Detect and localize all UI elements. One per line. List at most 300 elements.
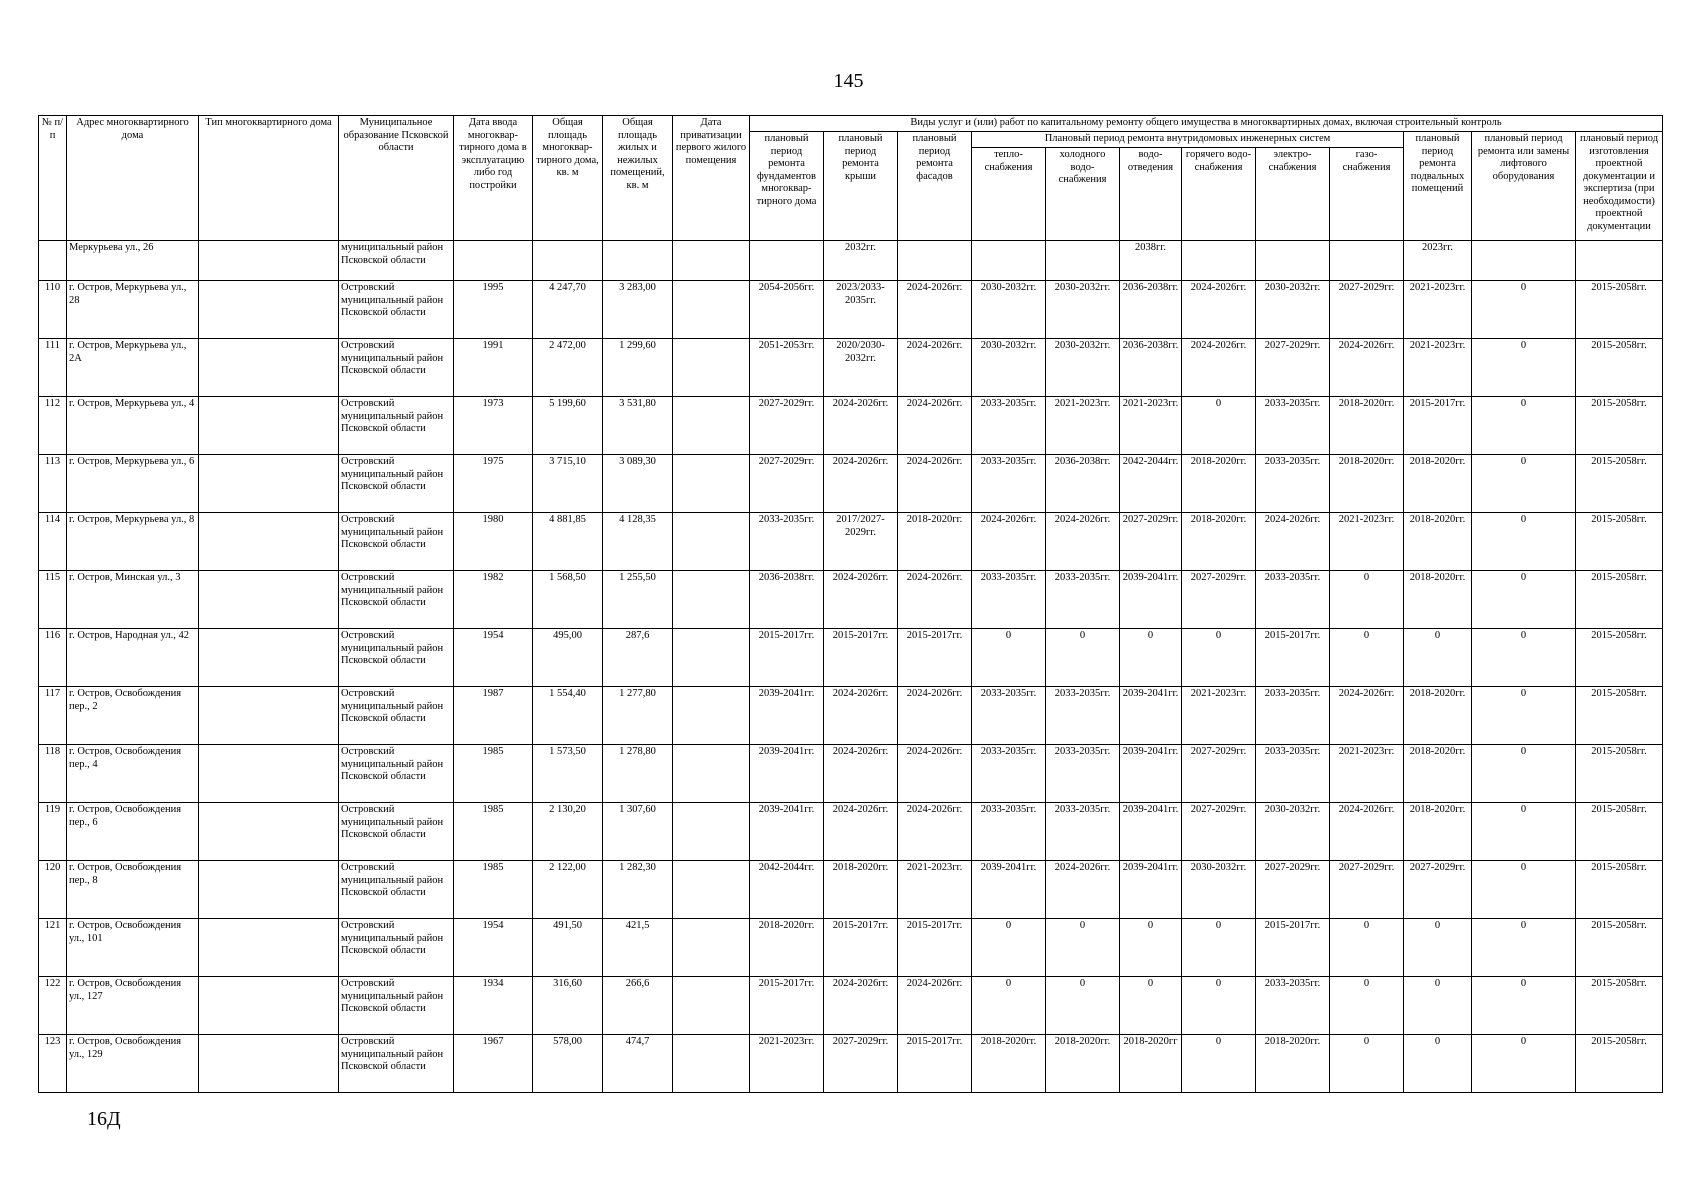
cell-total-area: 5 199,60 [533,397,603,455]
cell-roof: 2023/2033-2035гг. [824,281,898,339]
cell-type [199,977,339,1035]
cell-municipality: Островский муниципальный район Псковской области [339,455,454,513]
cell-num: 116 [39,629,67,687]
cell-heat: 2024-2026гг. [972,513,1046,571]
cell-type [199,803,339,861]
cell-total-area: 1 573,50 [533,745,603,803]
cell-elevator [1472,241,1576,281]
cell-privatization [673,1035,750,1093]
cell-hot-water: 0 [1182,397,1256,455]
cell-year [454,241,533,281]
cell-basement: 2021-2023гг. [1404,281,1472,339]
header-works-group: Виды услуг и (или) работ по капитальному ремонту общего имущества в многоквартирных домах, включая строительный контроль [750,116,1663,132]
cell-heat: 2033-2035гг. [972,571,1046,629]
cell-num [39,241,67,281]
cell-heat: 2033-2035гг. [972,687,1046,745]
table-row [39,339,1663,397]
cell-hot-water: 2018-2020гг. [1182,513,1256,571]
cell-year: 1954 [454,629,533,687]
cell-total-area: 2 472,00 [533,339,603,397]
cell-roof: 2024-2026гг. [824,803,898,861]
cell-num: 121 [39,919,67,977]
cell-municipality: Островский муниципальный район Псковской области [339,513,454,571]
cell-municipality: Островский муниципальный район Псковской области [339,629,454,687]
cell-drainage: 2042-2044гг. [1120,455,1182,513]
cell-foundation: 2018-2020гг. [750,919,824,977]
page-number: 145 [833,70,864,92]
cell-drainage: 0 [1120,919,1182,977]
cell-total-area: 3 715,10 [533,455,603,513]
cell-gas: 2024-2026гг. [1330,803,1404,861]
cell-type [199,513,339,571]
cell-privatization [673,571,750,629]
cell-living-area: 3 089,30 [603,455,673,513]
cell-cold-water: 2033-2035гг. [1046,803,1120,861]
cell-drainage: 2039-2041гг. [1120,803,1182,861]
cell-address: г. Остров, Освобождения пер., 2 [67,687,199,745]
cell-roof: 2017/2027-2029гг. [824,513,898,571]
cell-type [199,1035,339,1093]
cell-facade: 2024-2026гг. [898,281,972,339]
cell-privatization [673,513,750,571]
cell-address: г. Остров, Меркурьева ул., 6 [67,455,199,513]
cell-num: 114 [39,513,67,571]
cell-total-area: 4 881,85 [533,513,603,571]
cell-electricity: 2033-2035гг. [1256,397,1330,455]
cell-cold-water: 0 [1046,919,1120,977]
cell-privatization [673,629,750,687]
header-electricity: электро-снабжения [1256,148,1330,241]
cell-heat: 0 [972,629,1046,687]
cell-cold-water: 0 [1046,977,1120,1035]
cell-facade [898,241,972,281]
cell-municipality: Островский муниципальный район Псковской области [339,977,454,1035]
table-row [39,745,1663,803]
cell-address: г. Остров, Меркурьева ул., 4 [67,397,199,455]
cell-facade: 2024-2026гг. [898,397,972,455]
cell-basement: 2018-2020гг. [1404,687,1472,745]
cell-basement: 0 [1404,1035,1472,1093]
cell-heat: 2033-2035гг. [972,397,1046,455]
cell-basement: 0 [1404,629,1472,687]
cell-hot-water: 2024-2026гг. [1182,281,1256,339]
cell-electricity: 2024-2026гг. [1256,513,1330,571]
cell-address: г. Остров, Меркурьева ул., 28 [67,281,199,339]
cell-num: 111 [39,339,67,397]
cell-living-area: 1 278,80 [603,745,673,803]
cell-facade: 2024-2026гг. [898,339,972,397]
cell-elevator: 0 [1472,1035,1576,1093]
cell-hot-water: 2018-2020гг. [1182,455,1256,513]
cell-basement: 2018-2020гг. [1404,455,1472,513]
header-living-area: Общая площадь жилых и нежилых помещений, кв. м [603,116,673,241]
cell-total-area [533,241,603,281]
cell-electricity: 2033-2035гг. [1256,745,1330,803]
cell-year: 1967 [454,1035,533,1093]
cell-num: 110 [39,281,67,339]
cell-basement: 0 [1404,919,1472,977]
cell-type [199,397,339,455]
cell-drainage: 2018-2020гг [1120,1035,1182,1093]
cell-hot-water: 2027-2029гг. [1182,803,1256,861]
cell-address: г. Остров, Меркурьева ул., 8 [67,513,199,571]
cell-year: 1995 [454,281,533,339]
cell-basement: 2015-2017гг. [1404,397,1472,455]
cell-roof: 2027-2029гг. [824,1035,898,1093]
cell-address: г. Остров, Освобождения ул., 127 [67,977,199,1035]
cell-year: 1973 [454,397,533,455]
cell-gas: 0 [1330,977,1404,1035]
table-row [39,397,1663,455]
cell-drainage: 2021-2023гг. [1120,397,1182,455]
cell-type [199,281,339,339]
cell-type [199,571,339,629]
cell-living-area: 1 255,50 [603,571,673,629]
cell-living-area: 3 283,00 [603,281,673,339]
cell-electricity: 2018-2020гг. [1256,1035,1330,1093]
cell-living-area: 1 307,60 [603,803,673,861]
cell-roof: 2020/2030-2032гг. [824,339,898,397]
cell-total-area: 2 130,20 [533,803,603,861]
cell-facade: 2024-2026гг. [898,455,972,513]
cell-elevator: 0 [1472,455,1576,513]
cell-address: г. Остров, Меркурьева ул., 2А [67,339,199,397]
cell-cold-water: 2033-2035гг. [1046,687,1120,745]
header-roof: плановый период ремонта крыши [824,132,898,241]
header-cold-water: холодного водо-снабжения [1046,148,1120,241]
cell-municipality: Островский муниципальный район Псковской области [339,861,454,919]
cell-design-docs: 2015-2058гг. [1576,339,1663,397]
cell-design-docs: 2015-2058гг. [1576,629,1663,687]
cell-design-docs: 2015-2058гг. [1576,861,1663,919]
cell-total-area: 4 247,70 [533,281,603,339]
cell-foundation: 2042-2044гг. [750,861,824,919]
cell-design-docs: 2015-2058гг. [1576,281,1663,339]
cell-elevator: 0 [1472,339,1576,397]
cell-roof: 2024-2026гг. [824,571,898,629]
cell-gas: 0 [1330,1035,1404,1093]
cell-address: г. Остров, Народная ул., 42 [67,629,199,687]
cell-living-area: 421,5 [603,919,673,977]
cell-privatization [673,241,750,281]
cell-year: 1985 [454,861,533,919]
cell-living-area: 1 282,30 [603,861,673,919]
cell-type [199,745,339,803]
header-row-1 [39,116,1663,132]
cell-privatization [673,397,750,455]
cell-facade: 2024-2026гг. [898,977,972,1035]
cell-electricity [1256,241,1330,281]
cell-basement: 2018-2020гг. [1404,513,1472,571]
cell-foundation: 2051-2053гг. [750,339,824,397]
cell-hot-water: 2027-2029гг. [1182,745,1256,803]
cell-basement: 2018-2020гг. [1404,803,1472,861]
cell-facade: 2024-2026гг. [898,745,972,803]
cell-elevator: 0 [1472,571,1576,629]
cell-heat: 0 [972,977,1046,1035]
header-type: Тип многоквартирного дома [199,116,339,241]
cell-facade: 2018-2020гг. [898,513,972,571]
cell-municipality: Островский муниципальный район Псковской области [339,571,454,629]
table-row [39,861,1663,919]
cell-foundation: 2015-2017гг. [750,629,824,687]
cell-cold-water: 2033-2035гг. [1046,571,1120,629]
cell-total-area: 1 568,50 [533,571,603,629]
cell-privatization [673,339,750,397]
cell-privatization [673,455,750,513]
cell-elevator: 0 [1472,745,1576,803]
cell-facade: 2024-2026гг. [898,571,972,629]
cell-elevator: 0 [1472,281,1576,339]
cell-elevator: 0 [1472,629,1576,687]
cell-roof: 2024-2026гг. [824,455,898,513]
cell-heat: 2018-2020гг. [972,1035,1046,1093]
cell-foundation: 2054-2056гг. [750,281,824,339]
cell-address: г. Остров, Минская ул., 3 [67,571,199,629]
table-row [39,1035,1663,1093]
cell-electricity: 2033-2035гг. [1256,687,1330,745]
footer-code: 16Д [87,1108,121,1130]
cell-roof: 2024-2026гг. [824,977,898,1035]
cell-elevator: 0 [1472,919,1576,977]
cell-year: 1975 [454,455,533,513]
header-privatization-date: Дата приватизации первого жилого помещения [673,116,750,241]
header-basement: плановый период ремонта подвальных помещений [1404,132,1472,241]
cell-drainage: 2036-2038гг. [1120,339,1182,397]
cell-electricity: 2030-2032гг. [1256,803,1330,861]
cell-num: 117 [39,687,67,745]
cell-cold-water: 2030-2032гг. [1046,339,1120,397]
cell-num: 115 [39,571,67,629]
cell-municipality: Островский муниципальный район Псковской области [339,745,454,803]
cell-electricity: 2015-2017гг. [1256,629,1330,687]
cell-privatization [673,861,750,919]
cell-drainage: 2039-2041гг. [1120,687,1182,745]
cell-foundation: 2033-2035гг. [750,513,824,571]
cell-address: Меркурьева ул., 26 [67,241,199,281]
cell-cold-water: 2021-2023гг. [1046,397,1120,455]
cell-gas: 2018-2020гг. [1330,455,1404,513]
cell-roof: 2024-2026гг. [824,397,898,455]
cell-municipality: Островский муниципальный район Псковской области [339,919,454,977]
cell-foundation: 2039-2041гг. [750,745,824,803]
cell-gas: 2027-2029гг. [1330,281,1404,339]
cell-roof: 2015-2017гг. [824,919,898,977]
cell-roof: 2024-2026гг. [824,745,898,803]
cell-foundation [750,241,824,281]
cell-cold-water: 2024-2026гг. [1046,861,1120,919]
cell-hot-water: 2024-2026гг. [1182,339,1256,397]
cell-year: 1982 [454,571,533,629]
cell-drainage: 2039-2041гг. [1120,745,1182,803]
cell-electricity: 2015-2017гг. [1256,919,1330,977]
cell-gas: 0 [1330,629,1404,687]
cell-year: 1987 [454,687,533,745]
cell-total-area: 316,60 [533,977,603,1035]
table-row [39,513,1663,571]
header-design-docs: плановый период изготовления проектной документации и экспертиза (при необходимости) проектной документации [1576,132,1663,241]
cell-hot-water: 0 [1182,977,1256,1035]
cell-roof: 2032гг. [824,241,898,281]
table-row [39,919,1663,977]
cell-design-docs: 2015-2058гг. [1576,513,1663,571]
cell-living-area: 1 299,60 [603,339,673,397]
cell-facade: 2021-2023гг. [898,861,972,919]
cell-design-docs: 2015-2058гг. [1576,803,1663,861]
cell-hot-water: 0 [1182,629,1256,687]
cell-living-area: 474,7 [603,1035,673,1093]
cell-year: 1934 [454,977,533,1035]
cell-cold-water [1046,241,1120,281]
cell-drainage: 2039-2041гг. [1120,571,1182,629]
table-row [39,629,1663,687]
cell-design-docs: 2015-2058гг. [1576,1035,1663,1093]
cell-hot-water: 0 [1182,1035,1256,1093]
cell-design-docs: 2015-2058гг. [1576,397,1663,455]
cell-type [199,241,339,281]
cell-heat: 2039-2041гг. [972,861,1046,919]
cell-privatization [673,281,750,339]
cell-heat: 0 [972,919,1046,977]
header-date-entry: Дата ввода многоквар-тирного дома в эксплуатацию либо год постройки [454,116,533,241]
cell-type [199,339,339,397]
cell-year: 1954 [454,919,533,977]
cell-heat: 2033-2035гг. [972,455,1046,513]
header-facade: плановый период ремонта фасадов [898,132,972,241]
cell-type [199,629,339,687]
cell-design-docs: 2015-2058гг. [1576,455,1663,513]
cell-facade: 2015-2017гг. [898,629,972,687]
cell-heat: 2030-2032гг. [972,281,1046,339]
header-drainage: водо-отведения [1120,148,1182,241]
header-num: № п/п [39,116,67,241]
cell-foundation: 2039-2041гг. [750,803,824,861]
header-municipality: Муниципальное образование Псковской области [339,116,454,241]
cell-total-area: 578,00 [533,1035,603,1093]
cell-basement: 0 [1404,977,1472,1035]
cell-basement: 2021-2023гг. [1404,339,1472,397]
cell-total-area: 495,00 [533,629,603,687]
cell-drainage: 2036-2038гг. [1120,281,1182,339]
cell-year: 1985 [454,803,533,861]
cell-municipality: Островский муниципальный район Псковской области [339,803,454,861]
cell-type [199,687,339,745]
cell-municipality: Островский муниципальный район Псковской области [339,1035,454,1093]
cell-living-area: 266,6 [603,977,673,1035]
cell-type [199,861,339,919]
cell-privatization [673,803,750,861]
cell-cold-water: 2024-2026гг. [1046,513,1120,571]
cell-address: г. Остров, Освобождения ул., 101 [67,919,199,977]
cell-electricity: 2033-2035гг. [1256,455,1330,513]
cell-type [199,455,339,513]
cell-facade: 2024-2026гг. [898,687,972,745]
header-foundation: плановый период ремонта фундаментов многоквар-тирного дома [750,132,824,241]
cell-design-docs: 2015-2058гг. [1576,571,1663,629]
cell-drainage: 2038гг. [1120,241,1182,281]
cell-heat: 2030-2032гг. [972,339,1046,397]
cell-hot-water: 0 [1182,919,1256,977]
cell-address: г. Остров, Освобождения пер., 6 [67,803,199,861]
cell-design-docs: 2015-2058гг. [1576,977,1663,1035]
cell-electricity: 2027-2029гг. [1256,861,1330,919]
cell-living-area: 3 531,80 [603,397,673,455]
cell-cold-water: 0 [1046,629,1120,687]
cell-gas [1330,241,1404,281]
table-row [39,803,1663,861]
cell-elevator: 0 [1472,397,1576,455]
cell-drainage: 0 [1120,977,1182,1035]
cell-num: 119 [39,803,67,861]
cell-design-docs: 2015-2058гг. [1576,919,1663,977]
cell-facade: 2024-2026гг. [898,803,972,861]
cell-gas: 2024-2026гг. [1330,339,1404,397]
cell-hot-water [1182,241,1256,281]
cell-gas: 2021-2023гг. [1330,745,1404,803]
cell-gas: 2021-2023гг. [1330,513,1404,571]
cell-municipality: Островский муниципальный район Псковской области [339,339,454,397]
cell-roof: 2018-2020гг. [824,861,898,919]
cell-heat: 2033-2035гг. [972,803,1046,861]
header-address: Адрес многоквартирного дома [67,116,199,241]
cell-drainage: 0 [1120,629,1182,687]
cell-address: г. Остров, Освобождения пер., 4 [67,745,199,803]
cell-facade: 2015-2017гг. [898,919,972,977]
cell-total-area: 491,50 [533,919,603,977]
cell-cold-water: 2030-2032гг. [1046,281,1120,339]
cell-elevator: 0 [1472,861,1576,919]
cell-basement: 2023гг. [1404,241,1472,281]
cell-municipality: Островский муниципальный район Псковской области [339,281,454,339]
cell-address: г. Остров, Освобождения ул., 129 [67,1035,199,1093]
cell-living-area: 1 277,80 [603,687,673,745]
cell-foundation: 2021-2023гг. [750,1035,824,1093]
cell-roof: 2024-2026гг. [824,687,898,745]
cell-elevator: 0 [1472,803,1576,861]
cell-basement: 2018-2020гг. [1404,745,1472,803]
cell-gas: 2027-2029гг. [1330,861,1404,919]
cell-gas: 0 [1330,919,1404,977]
cell-address: г. Остров, Освобождения пер., 8 [67,861,199,919]
table-row [39,977,1663,1035]
cell-electricity: 2030-2032гг. [1256,281,1330,339]
table-row [39,687,1663,745]
cell-total-area: 1 554,40 [533,687,603,745]
cell-num: 123 [39,1035,67,1093]
cell-basement: 2018-2020гг. [1404,571,1472,629]
cell-num: 118 [39,745,67,803]
cell-hot-water: 2021-2023гг. [1182,687,1256,745]
header-hot-water: горячего водо-снабжения [1182,148,1256,241]
header-total-area: Общая площадь многоквар-тирного дома, кв. м [533,116,603,241]
table-row-continued [39,241,1663,281]
capital-repair-table [38,115,1663,1093]
table-row [39,455,1663,513]
cell-elevator: 0 [1472,977,1576,1035]
table-row [39,571,1663,629]
cell-electricity: 2033-2035гг. [1256,571,1330,629]
cell-num: 120 [39,861,67,919]
cell-municipality: Островский муниципальный район Псковской области [339,397,454,455]
cell-design-docs: 2015-2058гг. [1576,687,1663,745]
cell-foundation: 2027-2029гг. [750,397,824,455]
header-gas: газо-снабжения [1330,148,1404,241]
cell-privatization [673,977,750,1035]
table-row [39,281,1663,339]
cell-design-docs [1576,241,1663,281]
cell-living-area [603,241,673,281]
header-engineering-group: Плановый период ремонта внутридомовых инженерных систем [972,132,1404,148]
